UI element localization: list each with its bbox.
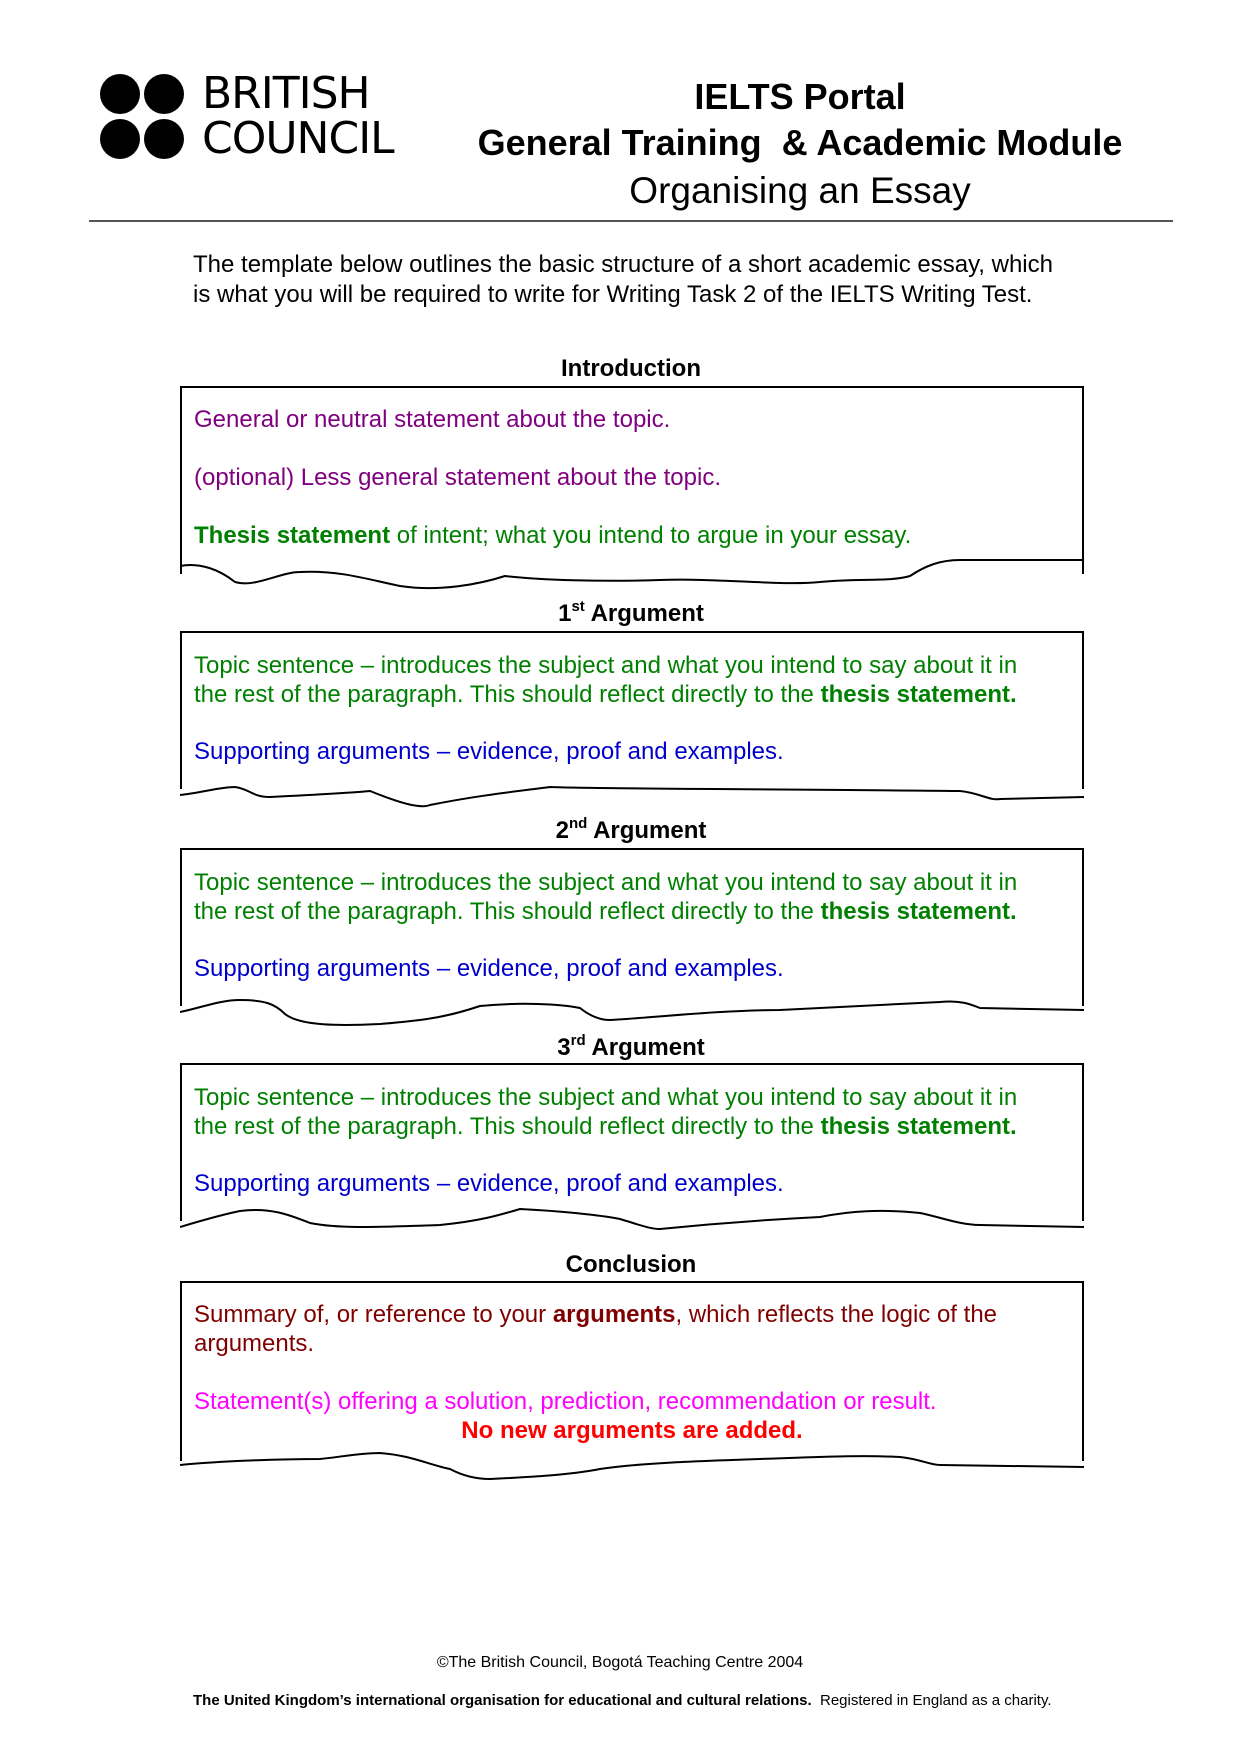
header-divider <box>89 220 1173 222</box>
intro-line: The template below outlines the basic structure of a short academic essay, which <box>193 251 1053 278</box>
logo-dot-icon <box>144 74 184 114</box>
argument-number: 3 <box>557 1034 571 1061</box>
thesis-statement-rest: of intent; what you intend to argue in your essay. <box>390 522 912 549</box>
topic-sentence-line-1: Topic sentence – introduces the subject and what you intend to say about it in <box>194 1084 1018 1111</box>
argument-label: Argument <box>591 1034 705 1061</box>
intro-line: is what you will be required to write for Writing Task 2 of the IELTS Writing Test. <box>193 281 1033 308</box>
british-council-logo <box>100 68 430 164</box>
argument-number: 2 <box>555 817 569 844</box>
topic-sentence-line-1: Topic sentence – introduces the subject and what you intend to say about it in <box>194 652 1018 679</box>
no-new-arguments-note: No new arguments are added. <box>461 1417 803 1444</box>
topic-sentence-line-2 <box>194 897 1017 927</box>
thesis-statement-line <box>194 521 911 551</box>
section-title-argument-1 <box>180 600 1082 628</box>
organisation-statement: The United Kingdom’s international organisation for educational and cultural relations. <box>193 1692 812 1709</box>
intro-paragraph <box>193 250 1093 310</box>
charity-registration: Registered in England as a charity. <box>811 1692 1052 1709</box>
section-box-introduction <box>180 386 1084 574</box>
thesis-statement-bold: Thesis statement <box>194 522 391 549</box>
section-title-conclusion: Conclusion <box>565 1251 697 1278</box>
argument-ordinal-suffix: nd <box>568 815 588 832</box>
supporting-arguments: Supporting arguments – evidence, proof and examples. <box>194 738 784 765</box>
topic-sentence-text: the rest of the paragraph. This should reflect directly to the <box>194 898 821 925</box>
page-subtitle: General Training & Academic Module <box>477 122 1123 163</box>
summary-line-2: arguments. <box>194 1330 315 1357</box>
logo-text-council: COUNCIL <box>202 113 394 164</box>
logo-text-british: BRITISH <box>202 68 370 119</box>
torn-edge <box>180 1205 1084 1239</box>
logo-dot-icon <box>100 119 140 159</box>
copyright-notice: ©The British Council, Bogotá Teaching Centre 2004 <box>436 1654 804 1671</box>
arguments-bold: arguments <box>552 1301 676 1328</box>
summary-text: , which reflects the logic of the <box>675 1301 998 1328</box>
section-box-argument-1 <box>180 631 1084 789</box>
argument-ordinal-suffix: st <box>571 598 585 615</box>
topic-sentence-line-2 <box>194 680 1017 710</box>
argument-ordinal-suffix: rd <box>570 1032 586 1049</box>
argument-label: Argument <box>593 817 707 844</box>
torn-edge <box>180 1451 1084 1485</box>
topic-sentence-line-2 <box>194 1112 1017 1142</box>
page-title: IELTS Portal <box>694 76 906 117</box>
topic-sentence-text: the rest of the paragraph. This should reflect directly to the <box>194 1113 821 1140</box>
argument-label: Argument <box>590 600 704 627</box>
topic-sentence-line-1: Topic sentence – introduces the subject and what you intend to say about it in <box>194 869 1018 896</box>
solution-statement: Statement(s) offering a solution, prediction, recommendation or result. <box>194 1388 937 1415</box>
section-title-argument-2 <box>180 817 1082 845</box>
thesis-statement-bold: thesis statement. <box>820 898 1017 925</box>
section-box-argument-3 <box>180 1063 1084 1221</box>
section-box-argument-2 <box>180 848 1084 1006</box>
torn-edge <box>180 558 1084 592</box>
summary-text: Summary of, or reference to your <box>194 1301 553 1328</box>
section-title-argument-3 <box>180 1034 1082 1062</box>
supporting-arguments: Supporting arguments – evidence, proof and examples. <box>194 1170 784 1197</box>
thesis-statement-bold: thesis statement. <box>820 681 1017 708</box>
general-statement: General or neutral statement about the topic. <box>194 406 671 433</box>
page-topic: Organising an Essay <box>629 170 971 211</box>
section-title-introduction: Introduction <box>561 355 701 382</box>
torn-edge <box>180 998 1084 1032</box>
supporting-arguments: Supporting arguments – evidence, proof and examples. <box>194 955 784 982</box>
torn-edge <box>180 783 1084 817</box>
logo-dot-icon <box>144 119 184 159</box>
summary-line-1 <box>194 1300 997 1330</box>
section-box-conclusion <box>180 1281 1084 1461</box>
thesis-statement-bold: thesis statement. <box>820 1113 1017 1140</box>
charity-notice <box>193 1692 1052 1709</box>
argument-number: 1 <box>558 600 572 627</box>
topic-sentence-text: the rest of the paragraph. This should reflect directly to the <box>194 681 821 708</box>
less-general-statement: (optional) Less general statement about the topic. <box>194 464 721 491</box>
logo-dot-icon <box>100 74 140 114</box>
